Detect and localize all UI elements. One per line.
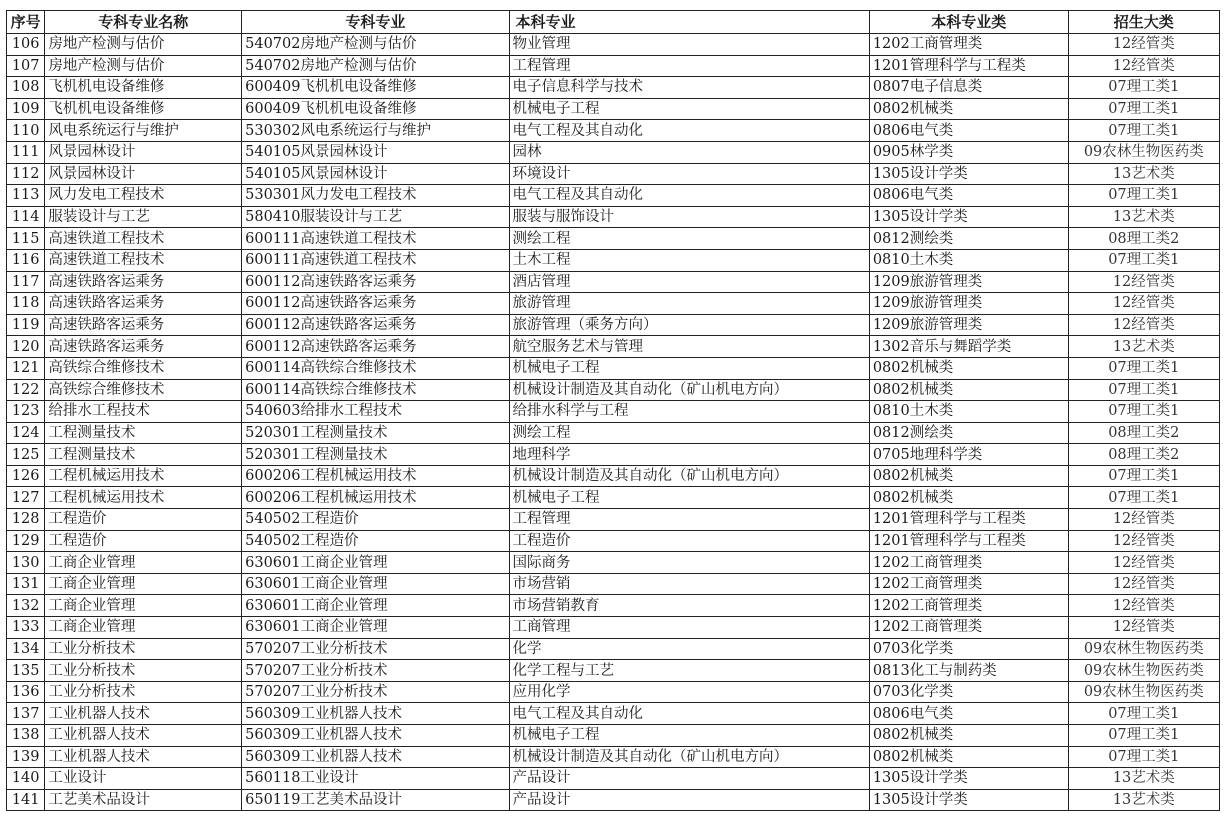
row-index-cell: 129 <box>7 530 45 552</box>
college-major-name-cell: 工商企业管理 <box>45 617 242 639</box>
bachelor-category-cell: 1305设计学类 <box>869 163 1068 185</box>
college-major-name-cell: 高速铁路客运乘务 <box>45 314 242 336</box>
table-row <box>7 55 1220 77</box>
row-index-cell: 116 <box>7 249 45 271</box>
enrollment-category-cell: 07理工类1 <box>1068 746 1219 768</box>
header-bachelor-major: 本科专业 <box>509 11 869 34</box>
enrollment-category-cell: 12经管类 <box>1068 530 1219 552</box>
table-row <box>7 768 1220 790</box>
enrollment-category-cell: 07理工类1 <box>1068 725 1219 747</box>
header-enrollment-category: 招生大类 <box>1068 11 1219 34</box>
enrollment-category-cell: 07理工类1 <box>1068 249 1219 271</box>
enrollment-category-cell: 09农林生物医药类 <box>1068 681 1219 703</box>
college-major-name-cell: 工业机器人技术 <box>45 725 242 747</box>
bachelor-major-cell: 机械电子工程 <box>509 725 869 747</box>
bachelor-major-cell: 国际商务 <box>509 552 869 574</box>
college-major-cell: 600112高速铁路客运乘务 <box>242 271 509 293</box>
bachelor-category-cell: 1305设计学类 <box>869 789 1068 811</box>
table-row <box>7 185 1220 207</box>
bachelor-category-cell: 1201管理科学与工程类 <box>869 530 1068 552</box>
bachelor-major-cell: 化学工程与工艺 <box>509 660 869 682</box>
bachelor-major-cell: 机械电子工程 <box>509 357 869 379</box>
college-major-name-cell: 工商企业管理 <box>45 552 242 574</box>
bachelor-category-cell: 0812测绘类 <box>869 422 1068 444</box>
bachelor-category-cell: 0806电气类 <box>869 185 1068 207</box>
header-college-major-name: 专科专业名称 <box>45 11 242 34</box>
college-major-name-cell: 给排水工程技术 <box>45 401 242 423</box>
college-major-cell: 600114高铁综合维修技术 <box>242 357 509 379</box>
college-major-cell: 560118工业设计 <box>242 768 509 790</box>
college-major-name-cell: 风景园林设计 <box>45 141 242 163</box>
college-major-name-cell: 工程机械运用技术 <box>45 465 242 487</box>
enrollment-category-cell: 07理工类1 <box>1068 401 1219 423</box>
row-index-cell: 114 <box>7 206 45 228</box>
enrollment-category-cell: 12经管类 <box>1068 552 1219 574</box>
row-index-cell: 107 <box>7 55 45 77</box>
bachelor-category-cell: 0802机械类 <box>869 746 1068 768</box>
bachelor-major-cell: 产品设计 <box>509 789 869 811</box>
enrollment-category-cell: 12经管类 <box>1068 509 1219 531</box>
table-row <box>7 249 1220 271</box>
bachelor-category-cell: 0810土木类 <box>869 401 1068 423</box>
bachelor-category-cell: 0807电子信息类 <box>869 77 1068 99</box>
bachelor-category-cell: 0806电气类 <box>869 703 1068 725</box>
college-major-cell: 520301工程测量技术 <box>242 422 509 444</box>
row-index-cell: 125 <box>7 444 45 466</box>
table-row <box>7 379 1220 401</box>
bachelor-major-cell: 服装与服饰设计 <box>509 206 869 228</box>
college-major-name-cell: 工程造价 <box>45 530 242 552</box>
table-row <box>7 357 1220 379</box>
row-index-cell: 140 <box>7 768 45 790</box>
bachelor-major-cell: 应用化学 <box>509 681 869 703</box>
row-index-cell: 113 <box>7 185 45 207</box>
bachelor-major-cell: 电气工程及其自动化 <box>509 703 869 725</box>
enrollment-category-cell: 07理工类1 <box>1068 703 1219 725</box>
table-row <box>7 465 1220 487</box>
college-major-name-cell: 高铁综合维修技术 <box>45 357 242 379</box>
bachelor-major-cell: 电气工程及其自动化 <box>509 120 869 142</box>
table-row <box>7 422 1220 444</box>
table-row <box>7 401 1220 423</box>
bachelor-category-cell: 1209旅游管理类 <box>869 293 1068 315</box>
college-major-cell: 560309工业机器人技术 <box>242 703 509 725</box>
college-major-name-cell: 工业分析技术 <box>45 681 242 703</box>
bachelor-major-cell: 地理科学 <box>509 444 869 466</box>
enrollment-category-cell: 12经管类 <box>1068 573 1219 595</box>
bachelor-category-cell: 0703化学类 <box>869 638 1068 660</box>
enrollment-category-cell: 13艺术类 <box>1068 336 1219 358</box>
college-major-name-cell: 工业设计 <box>45 768 242 790</box>
college-major-name-cell: 飞机机电设备维修 <box>45 77 242 99</box>
college-major-cell: 600112高速铁路客运乘务 <box>242 293 509 315</box>
row-index-cell: 137 <box>7 703 45 725</box>
bachelor-category-cell: 1305设计学类 <box>869 768 1068 790</box>
enrollment-category-cell: 08理工类2 <box>1068 228 1219 250</box>
table-body <box>7 34 1220 811</box>
row-index-cell: 112 <box>7 163 45 185</box>
table-row <box>7 530 1220 552</box>
table-row <box>7 725 1220 747</box>
enrollment-category-cell: 12经管类 <box>1068 271 1219 293</box>
bachelor-category-cell: 0812测绘类 <box>869 228 1068 250</box>
college-major-name-cell: 工业分析技术 <box>45 638 242 660</box>
bachelor-major-cell: 工程管理 <box>509 509 869 531</box>
row-index-cell: 110 <box>7 120 45 142</box>
table-row <box>7 573 1220 595</box>
row-index-cell: 141 <box>7 789 45 811</box>
header-index: 序号 <box>7 11 45 34</box>
college-major-cell: 600112高速铁路客运乘务 <box>242 336 509 358</box>
college-major-name-cell: 工程测量技术 <box>45 422 242 444</box>
bachelor-major-cell: 化学 <box>509 638 869 660</box>
table-row <box>7 141 1220 163</box>
bachelor-major-cell: 机械电子工程 <box>509 98 869 120</box>
college-major-name-cell: 工业机器人技术 <box>45 746 242 768</box>
header-college-major: 专科专业 <box>242 11 509 34</box>
table-row <box>7 617 1220 639</box>
college-major-cell: 560309工业机器人技术 <box>242 725 509 747</box>
row-index-cell: 111 <box>7 141 45 163</box>
enrollment-category-cell: 07理工类1 <box>1068 379 1219 401</box>
enrollment-category-cell: 09农林生物医药类 <box>1068 638 1219 660</box>
table-row <box>7 98 1220 120</box>
bachelor-major-cell: 环境设计 <box>509 163 869 185</box>
bachelor-major-cell: 旅游管理 <box>509 293 869 315</box>
enrollment-category-cell: 08理工类2 <box>1068 444 1219 466</box>
table-row <box>7 34 1220 56</box>
row-index-cell: 133 <box>7 617 45 639</box>
table-row <box>7 487 1220 509</box>
college-major-cell: 540105风景园林设计 <box>242 141 509 163</box>
bachelor-category-cell: 1201管理科学与工程类 <box>869 509 1068 531</box>
college-major-name-cell: 风电系统运行与维护 <box>45 120 242 142</box>
enrollment-category-cell: 07理工类1 <box>1068 98 1219 120</box>
row-index-cell: 124 <box>7 422 45 444</box>
college-major-name-cell: 高速铁道工程技术 <box>45 228 242 250</box>
table-row <box>7 228 1220 250</box>
row-index-cell: 139 <box>7 746 45 768</box>
row-index-cell: 123 <box>7 401 45 423</box>
bachelor-category-cell: 1305设计学类 <box>869 206 1068 228</box>
college-major-name-cell: 工程机械运用技术 <box>45 487 242 509</box>
bachelor-major-cell: 航空服务艺术与管理 <box>509 336 869 358</box>
row-index-cell: 108 <box>7 77 45 99</box>
enrollment-category-cell: 13艺术类 <box>1068 206 1219 228</box>
college-major-cell: 530301风力发电工程技术 <box>242 185 509 207</box>
bachelor-category-cell: 1202工商管理类 <box>869 34 1068 56</box>
bachelor-major-cell: 工程管理 <box>509 55 869 77</box>
enrollment-category-cell: 07理工类1 <box>1068 465 1219 487</box>
table-row <box>7 595 1220 617</box>
row-index-cell: 117 <box>7 271 45 293</box>
row-index-cell: 120 <box>7 336 45 358</box>
college-major-name-cell: 飞机机电设备维修 <box>45 98 242 120</box>
table-row <box>7 552 1220 574</box>
college-major-cell: 600111高速铁道工程技术 <box>242 249 509 271</box>
bachelor-major-cell: 市场营销教育 <box>509 595 869 617</box>
bachelor-category-cell: 1302音乐与舞蹈学类 <box>869 336 1068 358</box>
college-major-cell: 650119工艺美术品设计 <box>242 789 509 811</box>
table-row <box>7 444 1220 466</box>
table-row <box>7 314 1220 336</box>
college-major-cell: 570207工业分析技术 <box>242 681 509 703</box>
college-major-cell: 520301工程测量技术 <box>242 444 509 466</box>
college-major-cell: 530302风电系统运行与维护 <box>242 120 509 142</box>
college-major-name-cell: 工艺美术品设计 <box>45 789 242 811</box>
college-major-cell: 580410服装设计与工艺 <box>242 206 509 228</box>
header-bachelor-category: 本科专业类 <box>869 11 1068 34</box>
table-row <box>7 703 1220 725</box>
enrollment-category-cell: 12经管类 <box>1068 34 1219 56</box>
bachelor-major-cell: 给排水科学与工程 <box>509 401 869 423</box>
enrollment-category-cell: 12经管类 <box>1068 617 1219 639</box>
bachelor-category-cell: 0705地理科学类 <box>869 444 1068 466</box>
college-major-cell: 570207工业分析技术 <box>242 638 509 660</box>
row-index-cell: 136 <box>7 681 45 703</box>
college-major-name-cell: 房地产检测与估价 <box>45 55 242 77</box>
table-row <box>7 163 1220 185</box>
row-index-cell: 132 <box>7 595 45 617</box>
row-index-cell: 122 <box>7 379 45 401</box>
bachelor-major-cell: 机械设计制造及其自动化（矿山机电方向） <box>509 465 869 487</box>
bachelor-major-cell: 物业管理 <box>509 34 869 56</box>
bachelor-category-cell: 1209旅游管理类 <box>869 314 1068 336</box>
college-major-name-cell: 高铁综合维修技术 <box>45 379 242 401</box>
bachelor-category-cell: 1209旅游管理类 <box>869 271 1068 293</box>
row-index-cell: 134 <box>7 638 45 660</box>
table-row <box>7 638 1220 660</box>
college-major-name-cell: 工程测量技术 <box>45 444 242 466</box>
college-major-cell: 540702房地产检测与估价 <box>242 55 509 77</box>
table-row <box>7 271 1220 293</box>
table-row <box>7 789 1220 811</box>
enrollment-category-cell: 07理工类1 <box>1068 185 1219 207</box>
college-major-cell: 540603给排水工程技术 <box>242 401 509 423</box>
enrollment-category-cell: 08理工类2 <box>1068 422 1219 444</box>
college-major-cell: 560309工业机器人技术 <box>242 746 509 768</box>
college-major-cell: 600114高铁综合维修技术 <box>242 379 509 401</box>
college-major-name-cell: 工商企业管理 <box>45 573 242 595</box>
bachelor-category-cell: 0806电气类 <box>869 120 1068 142</box>
enrollment-category-cell: 12经管类 <box>1068 55 1219 77</box>
college-major-cell: 570207工业分析技术 <box>242 660 509 682</box>
college-major-name-cell: 风力发电工程技术 <box>45 185 242 207</box>
enrollment-category-cell: 09农林生物医药类 <box>1068 141 1219 163</box>
enrollment-category-cell: 07理工类1 <box>1068 77 1219 99</box>
bachelor-category-cell: 0802机械类 <box>869 465 1068 487</box>
bachelor-category-cell: 0703化学类 <box>869 681 1068 703</box>
bachelor-major-cell: 工程造价 <box>509 530 869 552</box>
table-row <box>7 77 1220 99</box>
enrollment-category-cell: 13艺术类 <box>1068 789 1219 811</box>
row-index-cell: 121 <box>7 357 45 379</box>
table-row <box>7 660 1220 682</box>
row-index-cell: 109 <box>7 98 45 120</box>
enrollment-category-cell: 07理工类1 <box>1068 120 1219 142</box>
bachelor-category-cell: 0802机械类 <box>869 487 1068 509</box>
college-major-cell: 600112高速铁路客运乘务 <box>242 314 509 336</box>
college-major-cell: 600206工程机械运用技术 <box>242 487 509 509</box>
bachelor-major-cell: 工商管理 <box>509 617 869 639</box>
bachelor-major-cell: 园林 <box>509 141 869 163</box>
college-major-cell: 540502工程造价 <box>242 530 509 552</box>
row-index-cell: 135 <box>7 660 45 682</box>
bachelor-major-cell: 机械电子工程 <box>509 487 869 509</box>
college-major-cell: 600206工程机械运用技术 <box>242 465 509 487</box>
bachelor-category-cell: 1202工商管理类 <box>869 617 1068 639</box>
college-major-cell: 540105风景园林设计 <box>242 163 509 185</box>
row-index-cell: 126 <box>7 465 45 487</box>
bachelor-major-cell: 旅游管理（乘务方向） <box>509 314 869 336</box>
enrollment-category-cell: 09农林生物医药类 <box>1068 660 1219 682</box>
bachelor-major-cell: 酒店管理 <box>509 271 869 293</box>
bachelor-major-cell: 电子信息科学与技术 <box>509 77 869 99</box>
college-major-name-cell: 高速铁路客运乘务 <box>45 293 242 315</box>
table-row <box>7 681 1220 703</box>
college-major-name-cell: 高速铁道工程技术 <box>45 249 242 271</box>
enrollment-category-cell: 13艺术类 <box>1068 163 1219 185</box>
row-index-cell: 131 <box>7 573 45 595</box>
bachelor-major-cell: 土木工程 <box>509 249 869 271</box>
college-major-name-cell: 工商企业管理 <box>45 595 242 617</box>
college-major-cell: 600409飞机机电设备维修 <box>242 77 509 99</box>
enrollment-category-cell: 07理工类1 <box>1068 487 1219 509</box>
bachelor-major-cell: 机械设计制造及其自动化（矿山机电方向） <box>509 746 869 768</box>
college-major-name-cell: 高速铁路客运乘务 <box>45 336 242 358</box>
college-major-cell: 600409飞机机电设备维修 <box>242 98 509 120</box>
table-row <box>7 509 1220 531</box>
college-major-name-cell: 工业机器人技术 <box>45 703 242 725</box>
bachelor-major-cell: 测绘工程 <box>509 422 869 444</box>
college-major-cell: 600111高速铁道工程技术 <box>242 228 509 250</box>
bachelor-category-cell: 0813化工与制药类 <box>869 660 1068 682</box>
bachelor-category-cell: 0802机械类 <box>869 98 1068 120</box>
college-major-name-cell: 房地产检测与估价 <box>45 34 242 56</box>
row-index-cell: 106 <box>7 34 45 56</box>
college-major-name-cell: 工业分析技术 <box>45 660 242 682</box>
bachelor-category-cell: 0802机械类 <box>869 379 1068 401</box>
college-major-name-cell: 风景园林设计 <box>45 163 242 185</box>
college-major-cell: 540702房地产检测与估价 <box>242 34 509 56</box>
bachelor-category-cell: 0802机械类 <box>869 725 1068 747</box>
college-major-cell: 630601工商企业管理 <box>242 573 509 595</box>
row-index-cell: 138 <box>7 725 45 747</box>
bachelor-category-cell: 0810土木类 <box>869 249 1068 271</box>
college-major-name-cell: 高速铁路客运乘务 <box>45 271 242 293</box>
enrollment-category-cell: 13艺术类 <box>1068 768 1219 790</box>
college-major-cell: 540502工程造价 <box>242 509 509 531</box>
row-index-cell: 119 <box>7 314 45 336</box>
table-header-row <box>7 11 1220 34</box>
table-row <box>7 120 1220 142</box>
row-index-cell: 118 <box>7 293 45 315</box>
college-major-cell: 630601工商企业管理 <box>242 552 509 574</box>
bachelor-category-cell: 1202工商管理类 <box>869 552 1068 574</box>
bachelor-major-cell: 测绘工程 <box>509 228 869 250</box>
row-index-cell: 128 <box>7 509 45 531</box>
bachelor-major-cell: 市场营销 <box>509 573 869 595</box>
major-mapping-table <box>6 10 1220 811</box>
enrollment-category-cell: 07理工类1 <box>1068 357 1219 379</box>
document-page <box>6 10 1220 811</box>
bachelor-category-cell: 1201管理科学与工程类 <box>869 55 1068 77</box>
bachelor-major-cell: 产品设计 <box>509 768 869 790</box>
enrollment-category-cell: 12经管类 <box>1068 595 1219 617</box>
row-index-cell: 127 <box>7 487 45 509</box>
table-row <box>7 206 1220 228</box>
bachelor-major-cell: 电气工程及其自动化 <box>509 185 869 207</box>
college-major-name-cell: 服装设计与工艺 <box>45 206 242 228</box>
college-major-cell: 630601工商企业管理 <box>242 595 509 617</box>
bachelor-category-cell: 1202工商管理类 <box>869 573 1068 595</box>
enrollment-category-cell: 12经管类 <box>1068 314 1219 336</box>
row-index-cell: 130 <box>7 552 45 574</box>
enrollment-category-cell: 12经管类 <box>1068 293 1219 315</box>
table-row <box>7 336 1220 358</box>
bachelor-category-cell: 0802机械类 <box>869 357 1068 379</box>
bachelor-category-cell: 0905林学类 <box>869 141 1068 163</box>
college-major-cell: 630601工商企业管理 <box>242 617 509 639</box>
college-major-name-cell: 工程造价 <box>45 509 242 531</box>
bachelor-major-cell: 机械设计制造及其自动化（矿山机电方向） <box>509 379 869 401</box>
table-row <box>7 293 1220 315</box>
table-row <box>7 746 1220 768</box>
bachelor-category-cell: 1202工商管理类 <box>869 595 1068 617</box>
row-index-cell: 115 <box>7 228 45 250</box>
